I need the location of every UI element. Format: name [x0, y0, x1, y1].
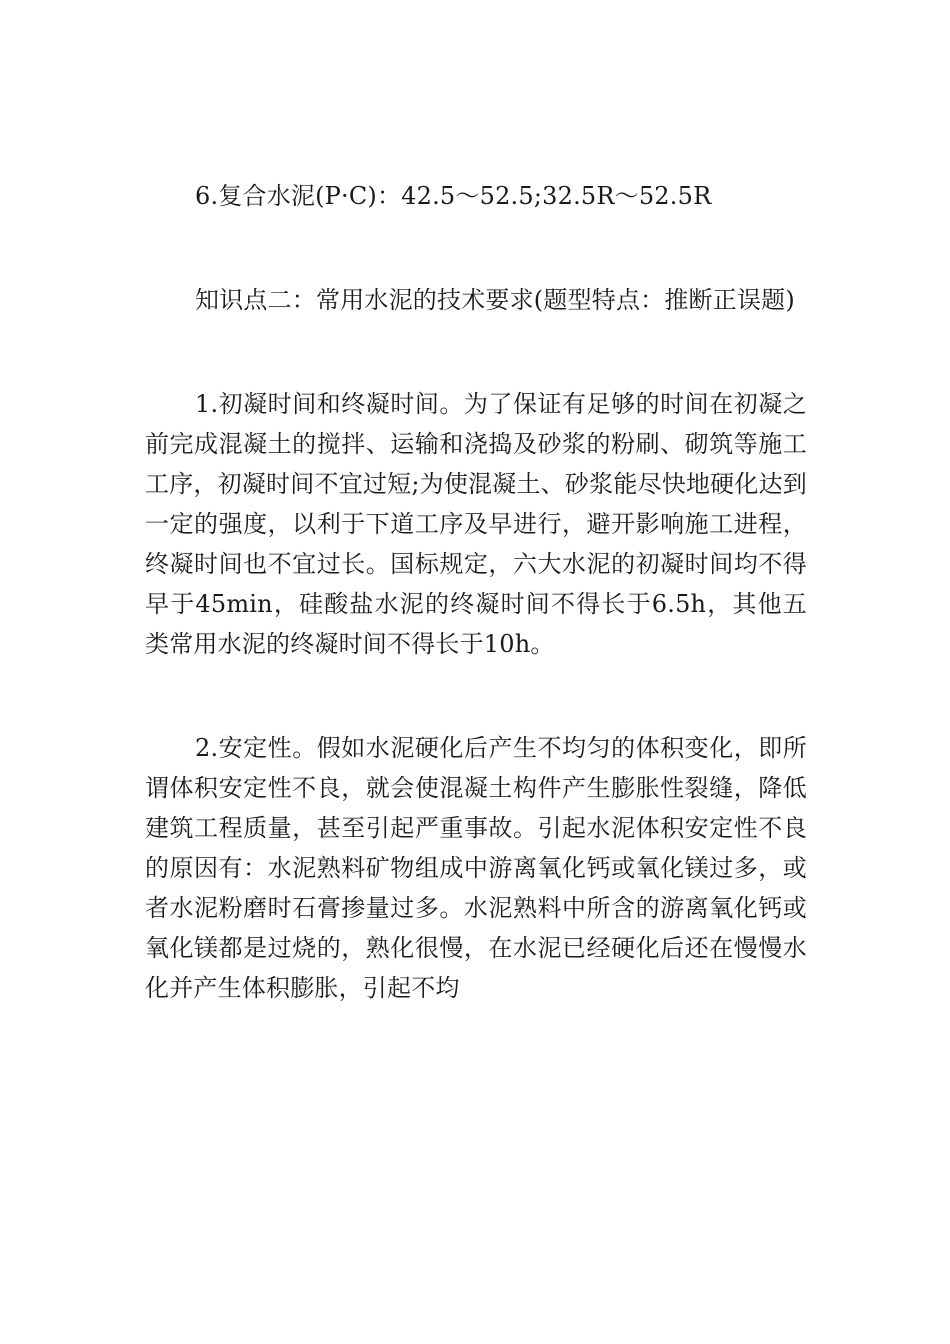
paragraph-setting-time: 1.初凝时间和终凝时间。为了保证有足够的时间在初凝之前完成混凝土的搅拌、运输和浇捣及砂浆的粉刷、砌筑等施工工序，初凝时间不宜过短;为使混凝土、砂浆能尽快地硬化达到一定的强度，以利于下道工序及早进行，避开影响施工进程，终凝时间也不宜过长。国标规定，六大水泥的初凝时间均不得早于45min，硅酸盐水泥的终凝时间不得长于6.5h，其他五类常用水泥的终凝时间不得长于10h。 [145, 390, 807, 658]
paragraph-composite-cement-grades: 6.复合水泥(P·C)：42.5～52.5;32.5R～52.5R [195, 182, 712, 210]
document-body [145, 176, 807, 1008]
paragraph-soundness: 2.安定性。假如水泥硬化后产生不均匀的体积变化，即所谓体积安定性不良，就会使混凝土构件产生膨胀性裂缝，降低建筑工程质量，甚至引起严重事故。引起水泥体积安定性不良的原因有：水泥熟料矿物组成中游离氧化钙或氧化镁过多，或者水泥粉磨时石膏掺量过多。水泥熟料中所含的游离氧化钙或氧化镁都是过烧的，熟化很慢，在水泥已经硬化后还在慢慢水化并产生体积膨胀，引起不均 [145, 734, 807, 1002]
paragraph-knowledge-point-two-heading: 知识点二：常用水泥的技术要求(题型特点：推断正误题) [195, 286, 795, 314]
